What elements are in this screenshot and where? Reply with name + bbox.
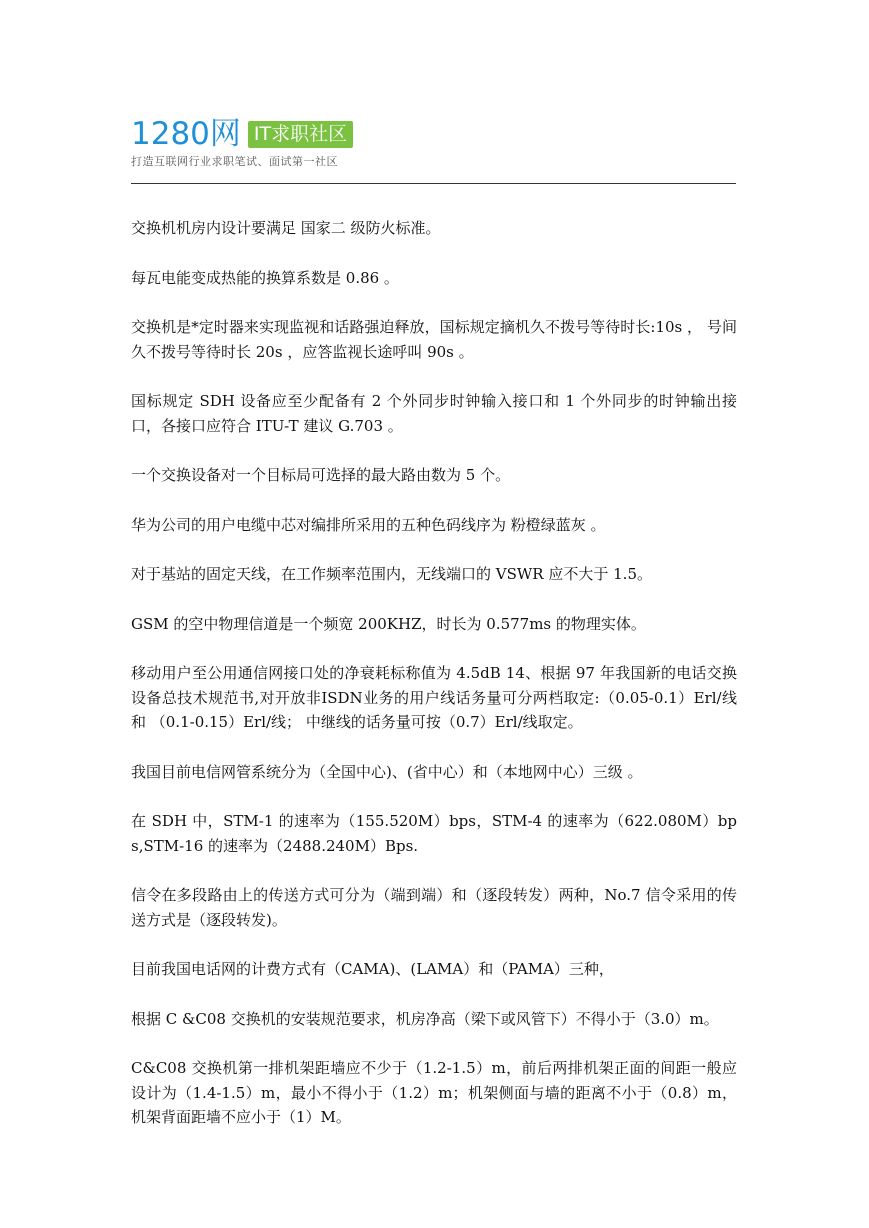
paragraph-10: 我国目前电信网管系统分为（全国中心)、(省中心）和（本地网中心）三级 。 [131, 762, 643, 781]
page-header [131, 117, 736, 187]
paragraph-1: 交换机机房内设计要满足 国家二 级防火标准。 [131, 219, 441, 237]
document-body [131, 216, 737, 1155]
paragraph-6: 华为公司的用户电缆中芯对编排所采用的五种色码线序为 粉橙绿蓝灰 。 [131, 515, 606, 534]
paragraph-8: GSM 的空中物理信道是一个频宽 200KHZ，时长为 0.577ms 的物理实体。 [131, 614, 646, 633]
header-divider [131, 183, 736, 184]
paragraph-5: 一个交换设备对一个目标局可选择的最大路由数为 5 个。 [131, 466, 511, 484]
paragraph-9: 移动用户至公用通信网接口处的净衰耗标称值为 4.5dB 14、根据 97 年我国新的电话交换设备总技术规范书,对开放非ISDN业务的用户线话务量可分两档取定:（0.05-0.1）Erl/线和 （0.1-0.15）Erl/线； 中继线的话务量可按（0.7）Erl/线取定。 [131, 664, 737, 731]
logo-tagline: 打造互联网行业求职笔试、面试第一社区 [131, 155, 338, 168]
logo-badge: IT求职社区 [248, 121, 353, 148]
paragraph-4: 国标规定 SDH 设备应至少配备有 2 个外同步时钟输入接口和 1 个外同步的时钟输出接口，各接口应符合 ITU-T 建议 G.703 。 [131, 392, 737, 435]
paragraph-11: 在 SDH 中，STM-1 的速率为（155.520M）bps，STM-4 的速率为（622.080M）bps,STM-16 的速率为（2488.240M）Bps. [131, 812, 737, 855]
paragraph-14: 根据 C &C08 交换机的安装规范要求，机房净高（梁下或风管下）不得小于（3.0）m。 [131, 1009, 719, 1028]
logo-text: 1280网 [131, 116, 241, 152]
paragraph-12: 信令在多段路由上的传送方式可分为（端到端）和（逐段转发）两种，No.7 信令采用的传送方式是（逐段转发)。 [131, 886, 737, 929]
paragraph-7: 对于基站的固定天线，在工作频率范围内，无线端口的 VSWR 应不大于 1.5。 [131, 565, 652, 583]
paragraph-15: C&C08 交换机第一排机架距墙应不少于（1.2-1.5）m，前后两排机架正面的间距一般应设计为（1.4-1.5）m，最小不得小于（1.2）m；机架侧面与墙的距离不小于（0.8）m，机架背面距墙不应小于（1）M。 [131, 1059, 737, 1126]
paragraph-2: 每瓦电能变成热能的换算系数是 0.86 。 [131, 268, 399, 287]
site-logo [131, 117, 353, 151]
paragraph-3: 交换机是*定时器来实现监视和话路强迫释放，国标规定摘机久不拨号等待时长:10s ， 号间久不拨号等待时长 20s ，应答监视长途呼叫 90s 。 [131, 318, 737, 361]
paragraph-13: 目前我国电话网的计费方式有（CAMA)、(LAMA）和（PAMA）三种， [131, 960, 614, 978]
